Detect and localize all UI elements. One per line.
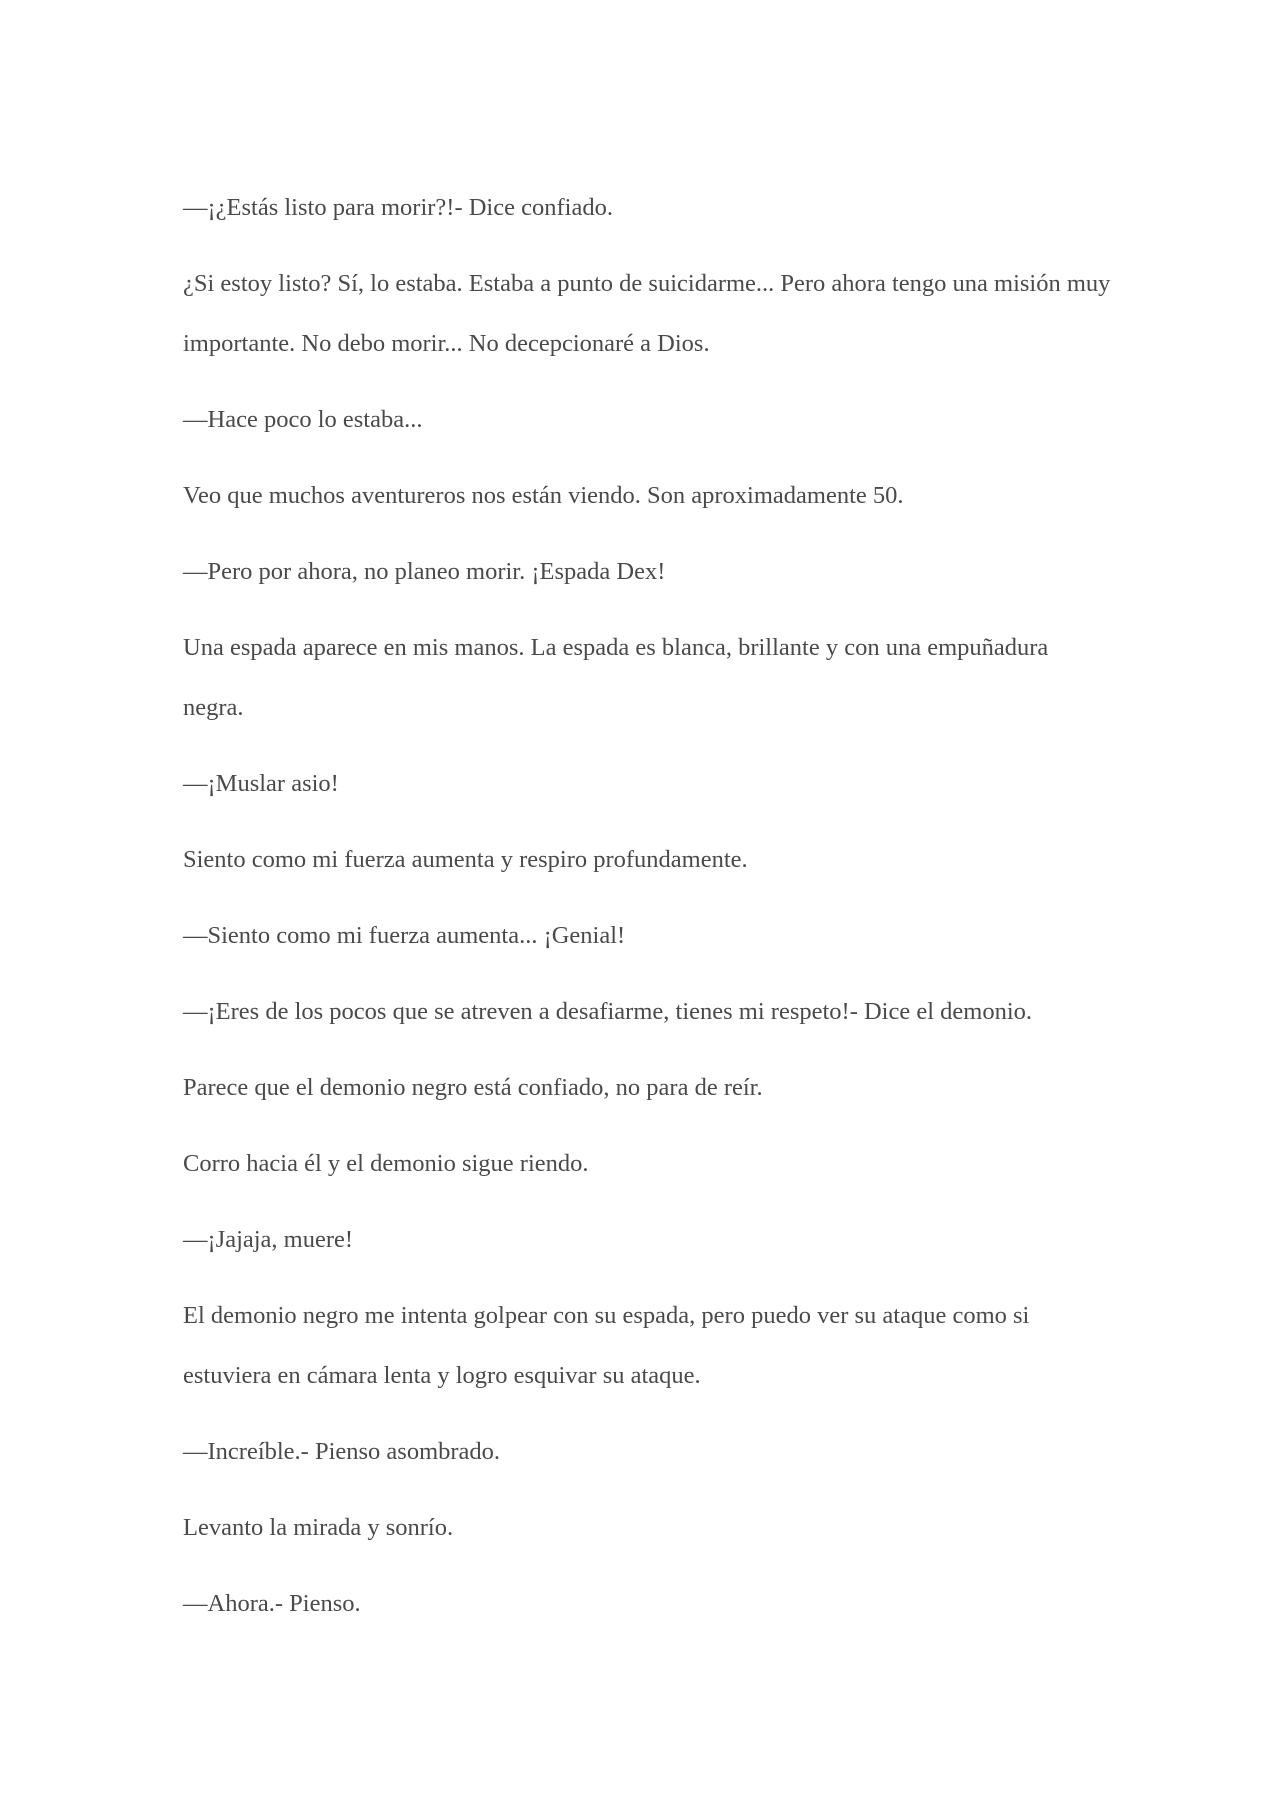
paragraph: —¡Muslar asio! xyxy=(183,770,339,797)
paragraph: —Pero por ahora, no planeo morir. ¡Espada Dex! xyxy=(183,558,666,585)
paragraph: Parece que el demonio negro está confiado, no para de reír. xyxy=(183,1074,763,1101)
paragraph: —¡Jajaja, muere! xyxy=(183,1226,354,1253)
paragraph: —Ahora.- Pienso. xyxy=(183,1590,361,1617)
paragraph: —Siento como mi fuerza aumenta... ¡Genial! xyxy=(183,922,626,949)
document-body xyxy=(183,178,1113,1650)
paragraph: Corro hacia él y el demonio sigue riendo. xyxy=(183,1150,589,1177)
paragraph: El demonio negro me intenta golpear con su espada, pero puedo ver su ataque como si estuviera en cámara lenta y logro esquivar su ataque. xyxy=(183,1302,1030,1389)
paragraph: Veo que muchos aventureros nos están viendo. Son aproximadamente 50. xyxy=(183,482,904,509)
paragraph: —¡Eres de los pocos que se atreven a desafiarme, tienes mi respeto!- Dice el demonio. xyxy=(183,998,1033,1025)
paragraph: ¿Si estoy listo? Sí, lo estaba. Estaba a punto de suicidarme... Pero ahora tengo una misión muy importante. No debo morir... No decepcionaré a Dios. xyxy=(183,270,1111,357)
paragraph: Levanto la mirada y sonrío. xyxy=(183,1514,454,1541)
paragraph: —¡¿Estás listo para morir?!- Dice confiado. xyxy=(183,194,613,221)
paragraph: Siento como mi fuerza aumenta y respiro profundamente. xyxy=(183,846,748,873)
paragraph: —Hace poco lo estaba... xyxy=(183,406,423,433)
paragraph: Una espada aparece en mis manos. La espada es blanca, brillante y con una empuñadura negra. xyxy=(183,634,1049,721)
paragraph: —Increíble.- Pienso asombrado. xyxy=(183,1438,501,1465)
